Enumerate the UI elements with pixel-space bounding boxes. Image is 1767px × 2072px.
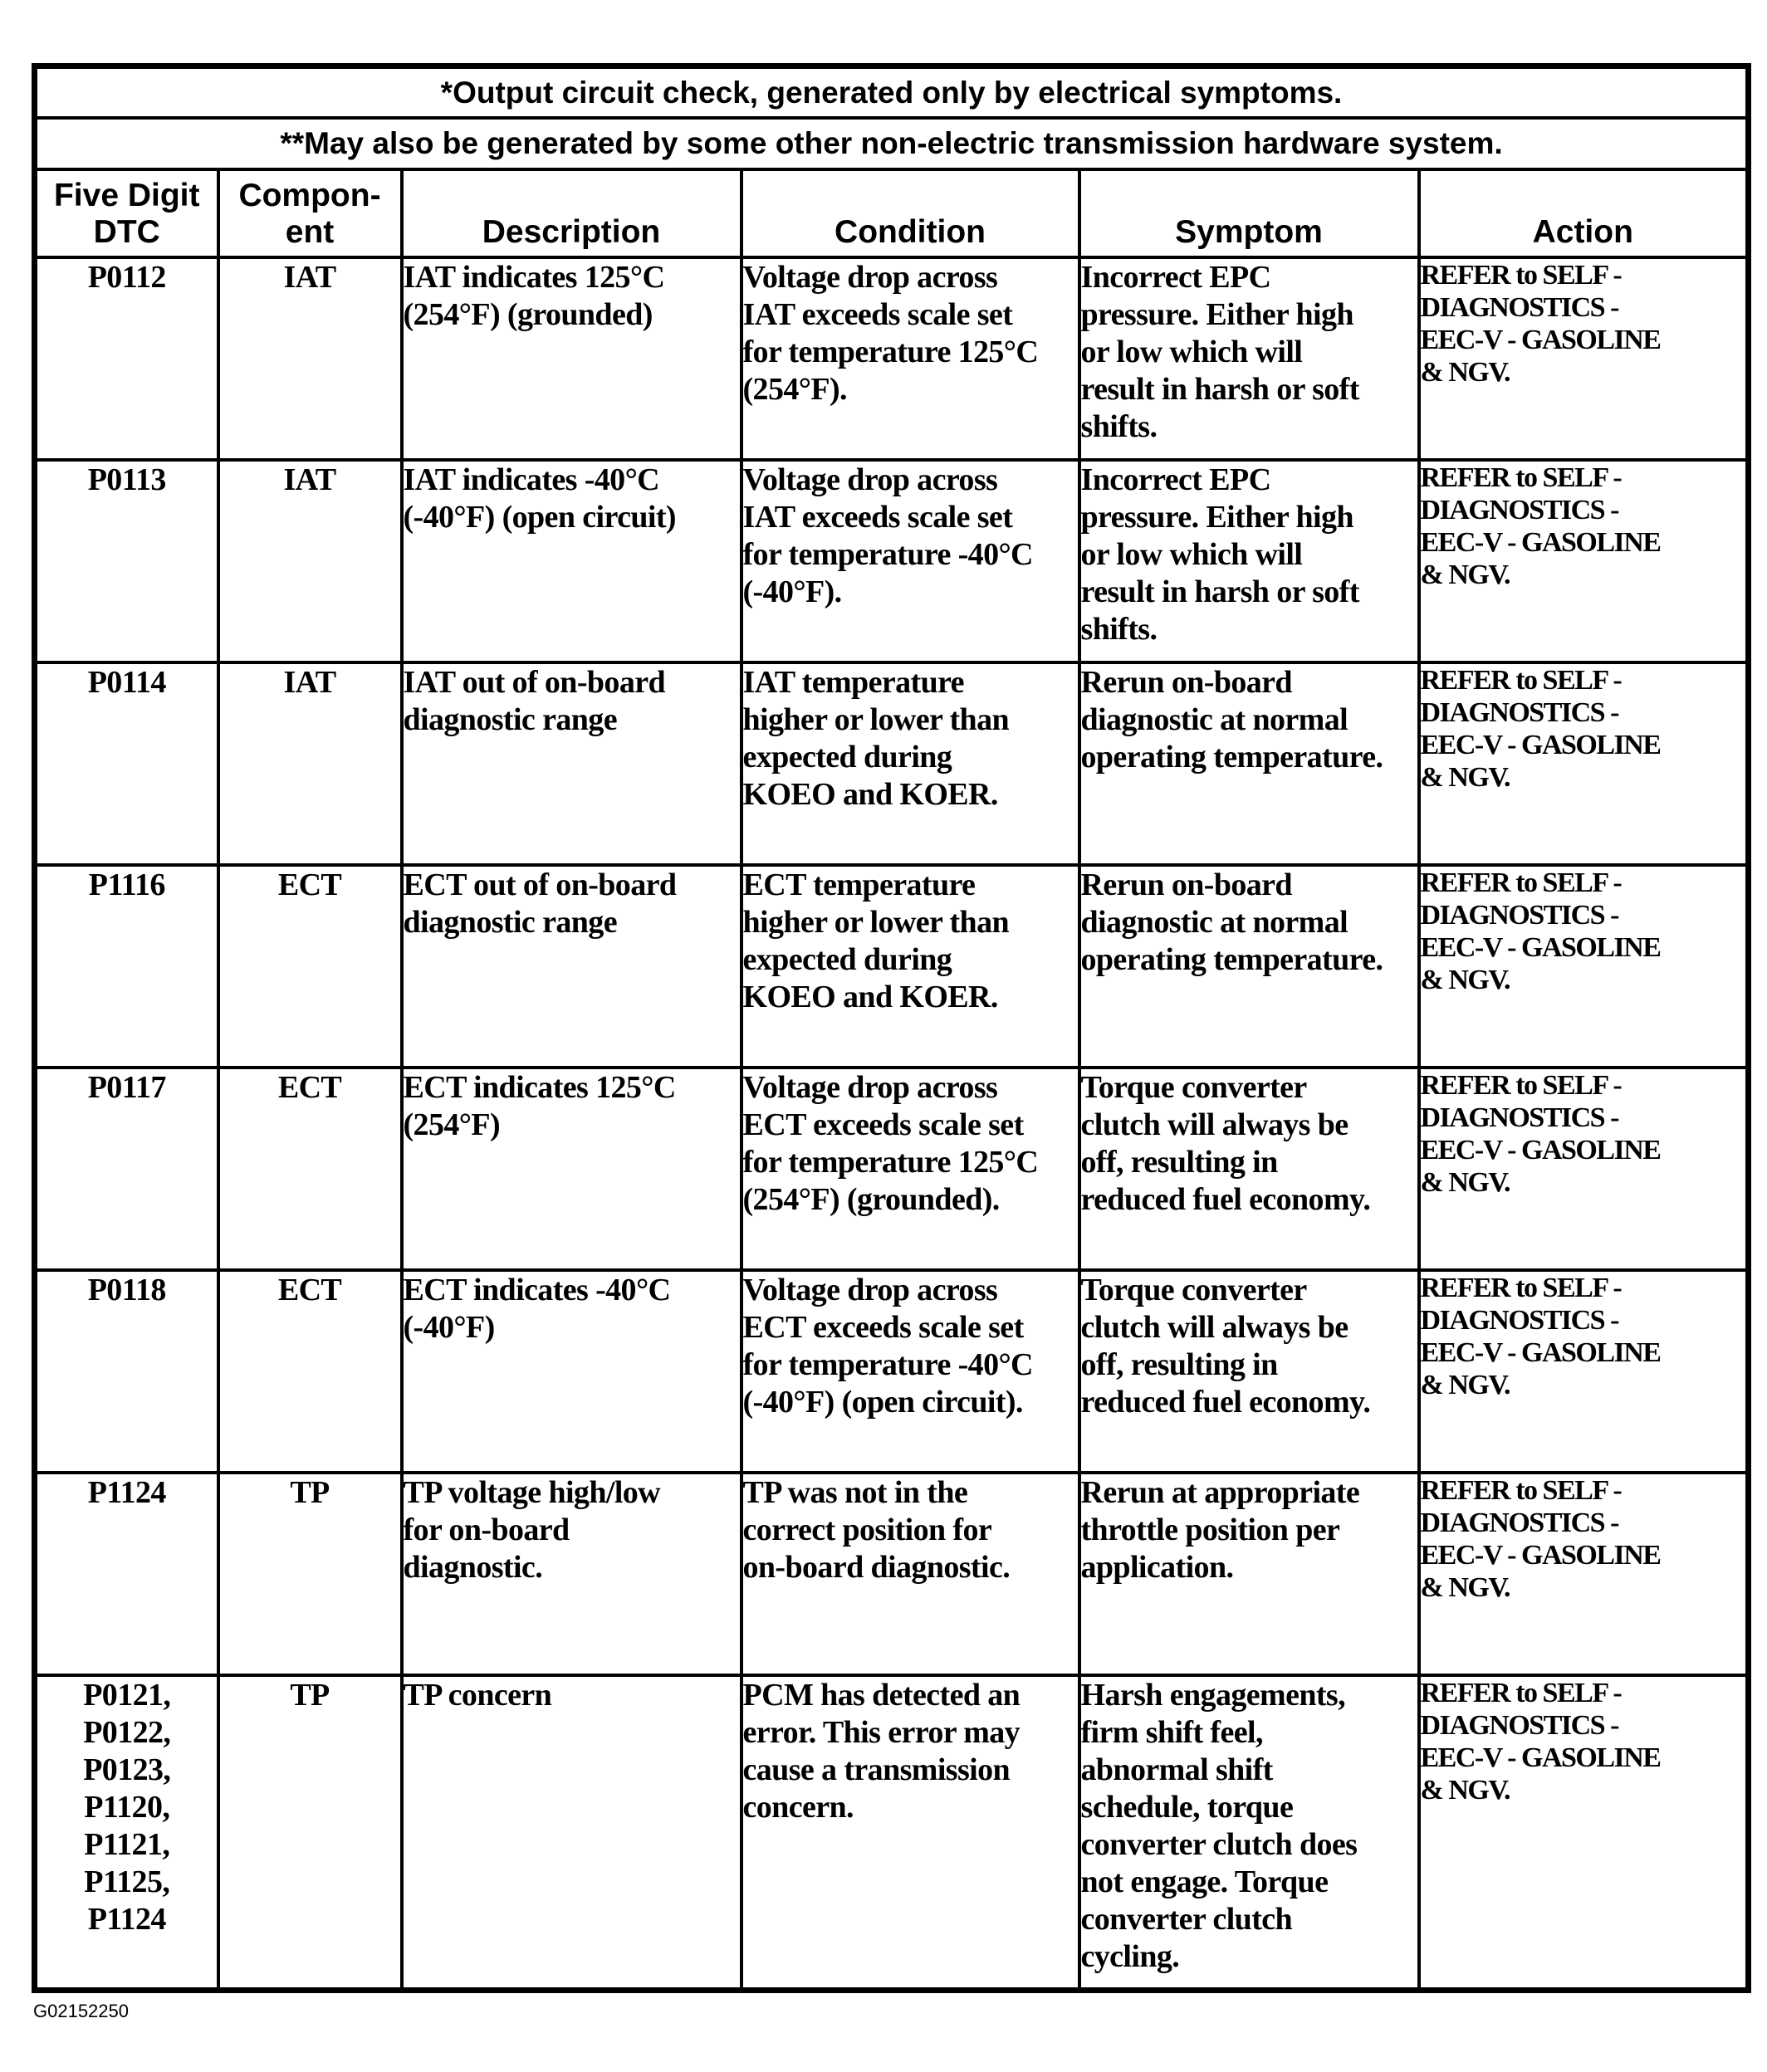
table-row [35, 460, 1749, 662]
condition-line: Voltage drop across [742, 1069, 998, 1105]
action-cell [1419, 1068, 1749, 1270]
condition-line: higher or lower than [742, 701, 1010, 737]
header-dtc-line: DTC [93, 213, 160, 250]
symptom-line: Torque converter [1080, 1272, 1307, 1307]
description-line: diagnostic range [403, 904, 617, 940]
action-cell [1419, 662, 1749, 865]
description-cell [402, 257, 742, 460]
condition-line: (254°F). [742, 371, 847, 407]
table-row [35, 865, 1749, 1068]
symptom-line: result in harsh or soft [1080, 371, 1359, 407]
symptom-cell [1079, 865, 1419, 1068]
dtc-line: P0112 [87, 259, 166, 295]
action-line: & NGV. [1420, 761, 1510, 793]
dtc-cell [35, 1473, 218, 1675]
component-cell: IAT [218, 460, 402, 662]
symptom-cell [1079, 1068, 1419, 1270]
component-cell: TP [218, 1473, 402, 1675]
table-row [35, 1473, 1749, 1675]
description-line: TP concern [403, 1677, 552, 1713]
dtc-line: P1125, [84, 1864, 170, 1899]
condition-line: ECT exceeds scale set [742, 1309, 1024, 1345]
description-line: (-40°F) (open circuit) [403, 499, 676, 535]
symptom-line: converter clutch [1080, 1901, 1293, 1937]
description-line: TP voltage high/low [403, 1474, 661, 1510]
dtc-cell [35, 1270, 218, 1473]
description-line: IAT indicates -40°C [403, 462, 660, 497]
condition-cell [742, 1473, 1079, 1675]
condition-line: KOEO and KOER. [742, 776, 998, 812]
header-row [35, 169, 1749, 257]
symptom-line: operating temperature. [1080, 739, 1383, 775]
symptom-line: firm shift feel, [1080, 1714, 1263, 1750]
action-line: & NGV. [1420, 1369, 1510, 1400]
action-line: REFER to SELF - [1420, 1677, 1622, 1708]
condition-line: concern. [742, 1789, 854, 1825]
description-line: (254°F) (grounded) [403, 296, 653, 332]
header-action: Action [1419, 169, 1749, 257]
action-cell [1419, 865, 1749, 1068]
condition-line: TP was not in the [742, 1474, 968, 1510]
description-line: diagnostic range [403, 701, 617, 737]
condition-cell [742, 1675, 1079, 1991]
dtc-line: P0113 [87, 462, 166, 497]
action-cell [1419, 1270, 1749, 1473]
description-line: ECT indicates -40°C [403, 1272, 671, 1307]
description-cell [402, 662, 742, 865]
condition-line: for temperature -40°C [742, 1346, 1033, 1382]
header-condition: Condition [742, 169, 1079, 257]
symptom-line: reduced fuel economy. [1080, 1384, 1371, 1420]
header-dtc-line: Five Digit [53, 177, 200, 213]
action-line: EEC-V - GASOLINE [1420, 1539, 1661, 1571]
condition-cell [742, 1068, 1079, 1270]
description-cell [402, 1675, 742, 1991]
symptom-line: reduced fuel economy. [1080, 1181, 1371, 1217]
component-cell: ECT [218, 1068, 402, 1270]
symptom-cell [1079, 662, 1419, 865]
header-component-line: Compon- [238, 177, 381, 213]
symptom-line: off, resulting in [1080, 1144, 1278, 1180]
action-line: DIAGNOSTICS - [1420, 1507, 1618, 1538]
symptom-line: or low which will [1080, 536, 1303, 572]
dtc-line: P1120, [84, 1789, 170, 1825]
description-line: ECT out of on-board [403, 867, 677, 902]
description-cell [402, 1473, 742, 1675]
condition-line: Voltage drop across [742, 259, 998, 295]
symptom-line: Rerun on-board [1080, 664, 1292, 700]
symptom-cell [1079, 257, 1419, 460]
table-row [35, 1270, 1749, 1473]
header-description: Description [402, 169, 742, 257]
condition-line: ECT temperature [742, 867, 976, 902]
condition-line: (254°F) (grounded). [742, 1181, 1000, 1217]
condition-line: higher or lower than [742, 904, 1010, 940]
action-line: DIAGNOSTICS - [1420, 1102, 1618, 1133]
action-cell [1419, 257, 1749, 460]
dtc-line: P1121, [84, 1826, 170, 1862]
note-non-electric: **May also be generated by some other non-electric transmission hardware system. [35, 118, 1749, 169]
symptom-line: result in harsh or soft [1080, 574, 1359, 609]
symptom-line: throttle position per [1080, 1512, 1340, 1547]
action-line: DIAGNOSTICS - [1420, 1304, 1618, 1336]
figure-id: G02152250 [33, 2001, 129, 2021]
condition-line: error. This error may [742, 1714, 1021, 1750]
action-line: & NGV. [1420, 964, 1510, 995]
condition-line: ECT exceeds scale set [742, 1107, 1024, 1142]
description-line: diagnostic. [403, 1549, 543, 1585]
action-line: EEC-V - GASOLINE [1420, 729, 1661, 760]
condition-line: IAT temperature [742, 664, 964, 700]
symptom-line: diagnostic at normal [1080, 701, 1348, 737]
header-component [218, 169, 402, 257]
dtc-cell [35, 257, 218, 460]
symptom-line: Harsh engagements, [1080, 1677, 1346, 1713]
note-row-1 [35, 66, 1749, 118]
condition-cell [742, 460, 1079, 662]
symptom-line: not engage. Torque [1080, 1864, 1329, 1899]
condition-line: on-board diagnostic. [742, 1549, 1011, 1585]
condition-line: expected during [742, 941, 952, 977]
condition-line: Voltage drop across [742, 1272, 998, 1307]
action-line: EEC-V - GASOLINE [1420, 324, 1661, 355]
symptom-line: shifts. [1080, 611, 1158, 647]
description-line: IAT indicates 125°C [403, 259, 665, 295]
dtc-cell [35, 865, 218, 1068]
component-cell: TP [218, 1675, 402, 1991]
condition-line: PCM has detected an [742, 1677, 1021, 1713]
symptom-line: Incorrect EPC [1080, 462, 1271, 497]
action-line: & NGV. [1420, 356, 1510, 388]
symptom-line: pressure. Either high [1080, 296, 1353, 332]
action-line: DIAGNOSTICS - [1420, 1709, 1618, 1741]
description-line: (254°F) [403, 1107, 501, 1142]
symptom-cell [1079, 1270, 1419, 1473]
condition-line: for temperature 125°C [742, 334, 1039, 369]
symptom-line: abnormal shift [1080, 1752, 1273, 1787]
condition-line: for temperature -40°C [742, 536, 1033, 572]
dtc-line: P0118 [87, 1272, 166, 1307]
symptom-line: operating temperature. [1080, 941, 1383, 977]
note-output-circuit: *Output circuit check, generated only by electrical symptoms. [35, 66, 1749, 118]
action-cell [1419, 1473, 1749, 1675]
action-cell [1419, 460, 1749, 662]
description-line: ECT indicates 125°C [403, 1069, 676, 1105]
action-line: REFER to SELF - [1420, 259, 1622, 291]
header-component-line: ent [285, 213, 335, 250]
symptom-line: off, resulting in [1080, 1346, 1278, 1382]
action-line: & NGV. [1420, 1774, 1510, 1806]
action-line: & NGV. [1420, 1166, 1510, 1198]
table-row [35, 662, 1749, 865]
symptom-line: shifts. [1080, 408, 1158, 444]
component-cell: IAT [218, 257, 402, 460]
action-line: DIAGNOSTICS - [1420, 696, 1618, 728]
description-line: IAT out of on-board [403, 664, 666, 700]
condition-line: expected during [742, 739, 952, 775]
condition-line: cause a transmission [742, 1752, 1011, 1787]
table-row [35, 1675, 1749, 1991]
description-line: (-40°F) [403, 1309, 495, 1345]
table-row [35, 257, 1749, 460]
note-row-2 [35, 118, 1749, 169]
action-line: REFER to SELF - [1420, 664, 1622, 696]
description-line: for on-board [403, 1512, 570, 1547]
header-dtc [35, 169, 218, 257]
symptom-line: converter clutch does [1080, 1826, 1358, 1862]
component-cell: ECT [218, 1270, 402, 1473]
symptom-line: diagnostic at normal [1080, 904, 1348, 940]
condition-line: (-40°F) (open circuit). [742, 1384, 1023, 1420]
symptom-line: Rerun on-board [1080, 867, 1292, 902]
symptom-line: or low which will [1080, 334, 1303, 369]
action-line: REFER to SELF - [1420, 462, 1622, 493]
symptom-line: Torque converter [1080, 1069, 1307, 1105]
symptom-line: clutch will always be [1080, 1309, 1348, 1345]
condition-cell [742, 1270, 1079, 1473]
condition-line: IAT exceeds scale set [742, 499, 1013, 535]
action-line: REFER to SELF - [1420, 867, 1622, 898]
symptom-line: schedule, torque [1080, 1789, 1294, 1825]
dtc-line: P0117 [87, 1069, 166, 1105]
dtc-table [32, 63, 1751, 1993]
action-line: DIAGNOSTICS - [1420, 494, 1618, 525]
dtc-line: P1124 [87, 1901, 166, 1937]
condition-cell [742, 257, 1079, 460]
header-symptom: Symptom [1079, 169, 1419, 257]
symptom-cell [1079, 1473, 1419, 1675]
condition-line: KOEO and KOER. [742, 979, 998, 1014]
dtc-cell [35, 662, 218, 865]
description-cell [402, 460, 742, 662]
symptom-line: Incorrect EPC [1080, 259, 1271, 295]
table-row [35, 1068, 1749, 1270]
action-line: EEC-V - GASOLINE [1420, 1742, 1661, 1773]
dtc-cell [35, 1068, 218, 1270]
action-line: DIAGNOSTICS - [1420, 291, 1618, 323]
action-line: DIAGNOSTICS - [1420, 899, 1618, 931]
dtc-cell [35, 460, 218, 662]
action-line: REFER to SELF - [1420, 1272, 1622, 1303]
symptom-line: cycling. [1080, 1938, 1180, 1974]
dtc-line: P0122, [83, 1714, 171, 1750]
condition-line: (-40°F). [742, 574, 842, 609]
symptom-line: clutch will always be [1080, 1107, 1348, 1142]
condition-cell [742, 662, 1079, 865]
action-line: EEC-V - GASOLINE [1420, 526, 1661, 558]
component-cell: IAT [218, 662, 402, 865]
symptom-line: application. [1080, 1549, 1234, 1585]
condition-line: Voltage drop across [742, 462, 998, 497]
description-cell [402, 865, 742, 1068]
dtc-line: P0123, [83, 1752, 171, 1787]
action-line: REFER to SELF - [1420, 1069, 1622, 1101]
dtc-line: P0121, [83, 1677, 171, 1713]
action-cell [1419, 1675, 1749, 1991]
action-line: REFER to SELF - [1420, 1474, 1622, 1506]
description-cell [402, 1270, 742, 1473]
action-line: EEC-V - GASOLINE [1420, 1134, 1661, 1166]
symptom-cell [1079, 1675, 1419, 1991]
symptom-line: pressure. Either high [1080, 499, 1353, 535]
condition-line: for temperature 125°C [742, 1144, 1039, 1180]
condition-line: correct position for [742, 1512, 992, 1547]
condition-line: IAT exceeds scale set [742, 296, 1013, 332]
action-line: EEC-V - GASOLINE [1420, 931, 1661, 963]
description-cell [402, 1068, 742, 1270]
symptom-line: Rerun at appropriate [1080, 1474, 1360, 1510]
dtc-cell [35, 1675, 218, 1991]
action-line: & NGV. [1420, 559, 1510, 590]
component-cell: ECT [218, 865, 402, 1068]
dtc-line: P0114 [87, 664, 166, 700]
dtc-line: P1124 [87, 1474, 166, 1510]
action-line: & NGV. [1420, 1571, 1510, 1603]
action-line: EEC-V - GASOLINE [1420, 1337, 1661, 1368]
condition-cell [742, 865, 1079, 1068]
symptom-cell [1079, 460, 1419, 662]
dtc-line: P1116 [88, 867, 165, 902]
